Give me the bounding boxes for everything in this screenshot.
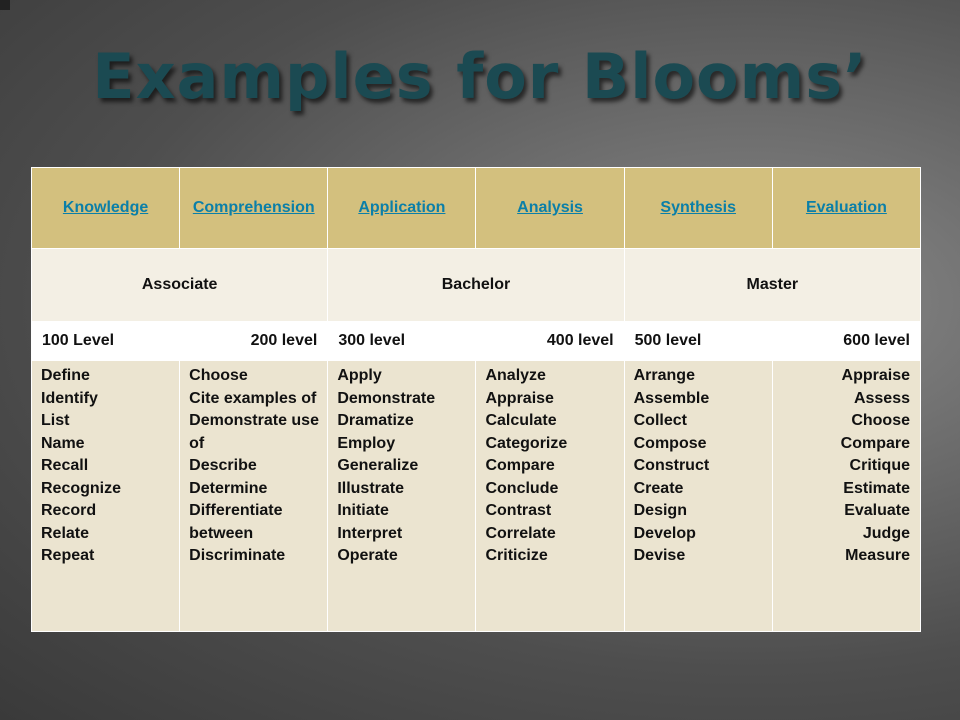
verb-item: Employ [337, 434, 396, 452]
level-row [32, 322, 921, 361]
blooms-table [31, 167, 921, 632]
verb-item: Dramatize [337, 412, 414, 429]
header-row [32, 168, 921, 249]
verb-item: Repeat [41, 547, 95, 564]
verb-item: List [41, 412, 70, 429]
header-cell-comprehension [180, 168, 328, 249]
slide-title: Examples for Blooms’ [92, 40, 868, 113]
verb-item: Determine [189, 479, 268, 497]
verb-item: Generalize [337, 457, 419, 474]
verb-item: Illustrate [337, 479, 404, 497]
verb-item: Cite examples of [189, 389, 317, 407]
degree-row [32, 249, 921, 322]
verb-item: Develop [633, 524, 696, 542]
level-600: 600 level [772, 322, 920, 361]
degree-master: Master [624, 249, 920, 322]
verb-item: Conclude [485, 479, 559, 497]
verb-item: Appraise [841, 367, 910, 384]
verb-item: Estimate [843, 479, 910, 497]
verb-item: Criticize [485, 547, 548, 564]
verb-item: Compare [840, 434, 910, 452]
verb-item: Identify [41, 389, 98, 407]
verb-item: Initiate [337, 502, 389, 519]
link-synthesis[interactable]: Synthesis [660, 199, 736, 216]
header-cell-synthesis [624, 168, 772, 249]
verb-item: Analyze [485, 367, 546, 384]
link-evaluation[interactable]: Evaluation [805, 199, 887, 216]
verbs-analysis [476, 361, 624, 632]
verb-item: Critique [849, 457, 910, 474]
verb-item: Compose [633, 434, 707, 452]
verb-item: Measure [845, 547, 910, 564]
verb-item: Record [41, 502, 97, 519]
link-analysis[interactable]: Analysis [517, 199, 583, 216]
header-cell-application [328, 168, 476, 249]
verb-item: Appraise [485, 389, 554, 407]
verb-item: Evaluate [844, 502, 910, 519]
level-400: 400 level [476, 322, 624, 361]
verb-item: Operate [337, 547, 398, 564]
verbs-comprehension [180, 361, 328, 632]
verb-item: Correlate [485, 524, 556, 542]
header-cell-evaluation [772, 168, 920, 249]
verb-item: Relate [41, 524, 90, 542]
verb-item: Recall [41, 457, 89, 474]
degree-associate: Associate [32, 249, 328, 322]
verb-item: Arrange [633, 367, 695, 384]
level-100: 100 Level [32, 322, 180, 361]
header-cell-analysis [476, 168, 624, 249]
verb-item: Demonstrate [337, 389, 436, 407]
link-application[interactable]: Application [358, 199, 446, 216]
level-200: 200 level [180, 322, 328, 361]
verb-item: Apply [337, 367, 382, 384]
verb-item: Create [633, 479, 684, 497]
level-300: 300 level [328, 322, 476, 361]
verb-item: Assemble [633, 389, 710, 407]
verb-item: Calculate [485, 412, 557, 429]
verb-item: Collect [633, 412, 687, 429]
verb-item: Demonstrate use of [189, 412, 319, 452]
verbs-application [328, 361, 476, 632]
verb-item: Assess [853, 389, 910, 407]
degree-bachelor: Bachelor [328, 249, 624, 322]
verb-item: Judge [862, 524, 910, 542]
verb-item: Contrast [485, 502, 552, 519]
verb-item: Choose [851, 412, 910, 429]
verb-item: Discriminate [189, 547, 286, 564]
verb-item: Construct [633, 457, 710, 474]
header-cell-knowledge [32, 168, 180, 249]
verb-item: Differentiate between [189, 502, 283, 542]
verb-item: Choose [189, 367, 248, 384]
verb-item: Categorize [485, 434, 568, 452]
verb-item: Name [41, 434, 85, 452]
slide-corner-mark [0, 0, 10, 10]
verb-item: Recognize [41, 479, 122, 497]
verbs-row [32, 361, 921, 632]
verbs-synthesis [624, 361, 772, 632]
verb-item: Devise [633, 547, 686, 564]
link-comprehension[interactable]: Comprehension [192, 199, 315, 216]
level-500: 500 level [624, 322, 772, 361]
verb-item: Describe [189, 457, 257, 474]
verb-item: Interpret [337, 524, 403, 542]
verbs-evaluation [772, 361, 920, 632]
verbs-knowledge [32, 361, 180, 632]
verb-item: Compare [485, 457, 555, 474]
link-knowledge[interactable]: Knowledge [62, 199, 149, 216]
verb-item: Define [41, 367, 90, 384]
verb-item: Design [633, 502, 687, 519]
